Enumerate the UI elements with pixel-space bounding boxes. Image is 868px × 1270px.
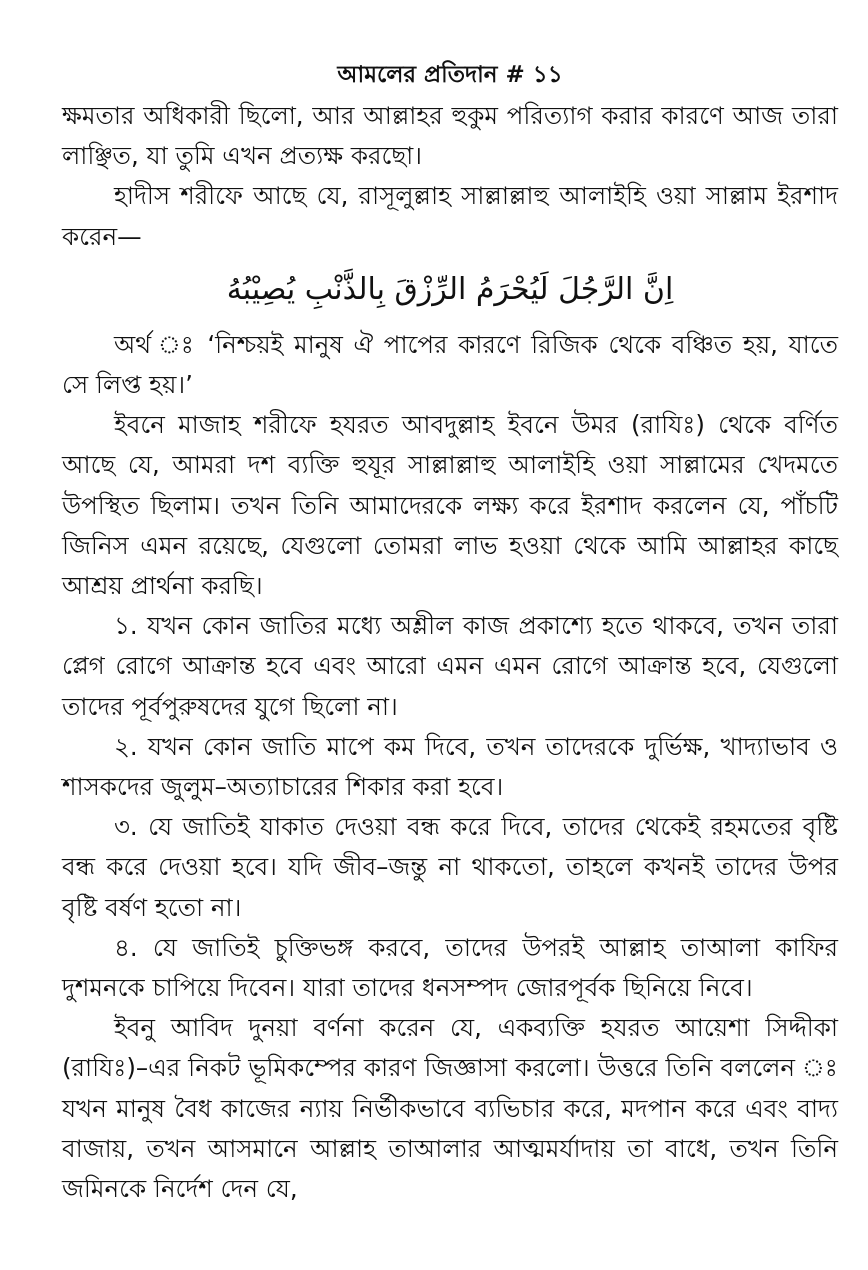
paragraph-ibn-majah: ইবনে মাজাহ শরীফে হযরত আবদুল্লাহ ইবনে উমর (রাযিঃ) থেকে বর্ণিত আছে যে, আমরা দশ ব্যক্তি হুযূর সাল্লাল্লাহু আলাইহি ওয়া সাল্লামের খেদমতে উপস্থিত ছিলাম। তখন তিনি আমাদেরকে লক্ষ্য করে ইরশাদ করলেন যে, পাঁচটি জিনিস এমন রয়েছে, যেগুলো তোমরা লাভ হওয়া থেকে আমি আল্লাহর কাছে আশ্রয় প্রার্থনা করছি।	[62, 410, 838, 601]
running-head: আমলের প্রতিদান # ১১	[337, 62, 563, 88]
list-item-3: ৩. যে জাতিই যাকাত দেওয়া বন্ধ করে দিবে, তাদের থেকেই রহমতের বৃষ্টি বন্ধ করে দেওয়া হবে। যদি জীব–জন্তু না থাকতো, তাহলে কখনই তাদের উপর বৃষ্টি বর্ষণ হতো না।	[62, 812, 838, 922]
list-item-4: ৪. যে জাতিই চুক্তিভঙ্গ করবে, তাদের উপরই আল্লাহ তাআলা কাফির দুশমনকে চাপিয়ে দিবেন। যারা তাদের ধনসম্পদ জোরপূর্বক ছিনিয়ে নিবে।	[62, 932, 838, 1003]
arabic-hadith-quote: اِنَّ الرَّجُلَ لَيُحْرَمُ الرِّزْقَ بِالذَّنْبِ يُصِيْبُهُ	[226, 271, 674, 307]
paragraph-1: ক্ষমতার অধিকারী ছিলো, আর আল্লাহর হুকুম পরিত্যাগ করার কারণে আজ তারা লাঞ্ছিত, যা তুমি এখন প্রত্যক্ষ করছো।	[62, 101, 838, 171]
list-item-2: ২. যখন কোন জাতি মাপে কম দিবে, তখন তাদেরকে দুর্ভিক্ষ, খাদ্যাভাব ও শাসকদের জুলুম–অত্যাচারের শিকার করা হবে।	[62, 731, 838, 802]
paragraph-translation: অর্থ ঃ ‘নিশ্চয়ই মানুষ ঐ পাপের কারণে রিজিক থেকে বঞ্চিত হয়, যাতে সে লিপ্ত হয়।’	[62, 329, 838, 400]
paragraph-ibn-abid-dunya: ইবনু আবিদ দুনয়া বর্ণনা করেন যে, একব্যক্তি হযরত আয়েশা সিদ্দীকা (রাযিঃ)–এর নিকট ভূমিকম্পের কারণ জিজ্ঞাসা করলো। উত্তরে তিনি বললেন ঃ যখন মানুষ বৈধ কাজের ন্যায় নির্ভীকভাবে ব্যভিচার করে, মদপান করে এবং বাদ্য বাজায়, তখন আসমানে আল্লাহ তাআলার আত্মমর্যাদায় তা বাধে, তখন তিনি জমিনকে নির্দেশ দেন যে,	[62, 1013, 839, 1204]
list-item-1: ১. যখন কোন জাতির মধ্যে অশ্লীল কাজ প্রকাশ্যে হতে থাকবে, তখন তারা প্লেগ রোগে আক্রান্ত হবে এবং আরো এমন এমন রোগে আক্রান্ত হবে, যেগুলো তাদের পূর্বপুরুষদের যুগে ছিলো না।	[62, 611, 838, 721]
paragraph-2: হাদীস শরীফে আছে যে, রাসূলুল্লাহ সাল্লাল্লাহু আলাইহি ওয়া সাল্লাম ইরশাদ করেন—	[62, 181, 838, 251]
